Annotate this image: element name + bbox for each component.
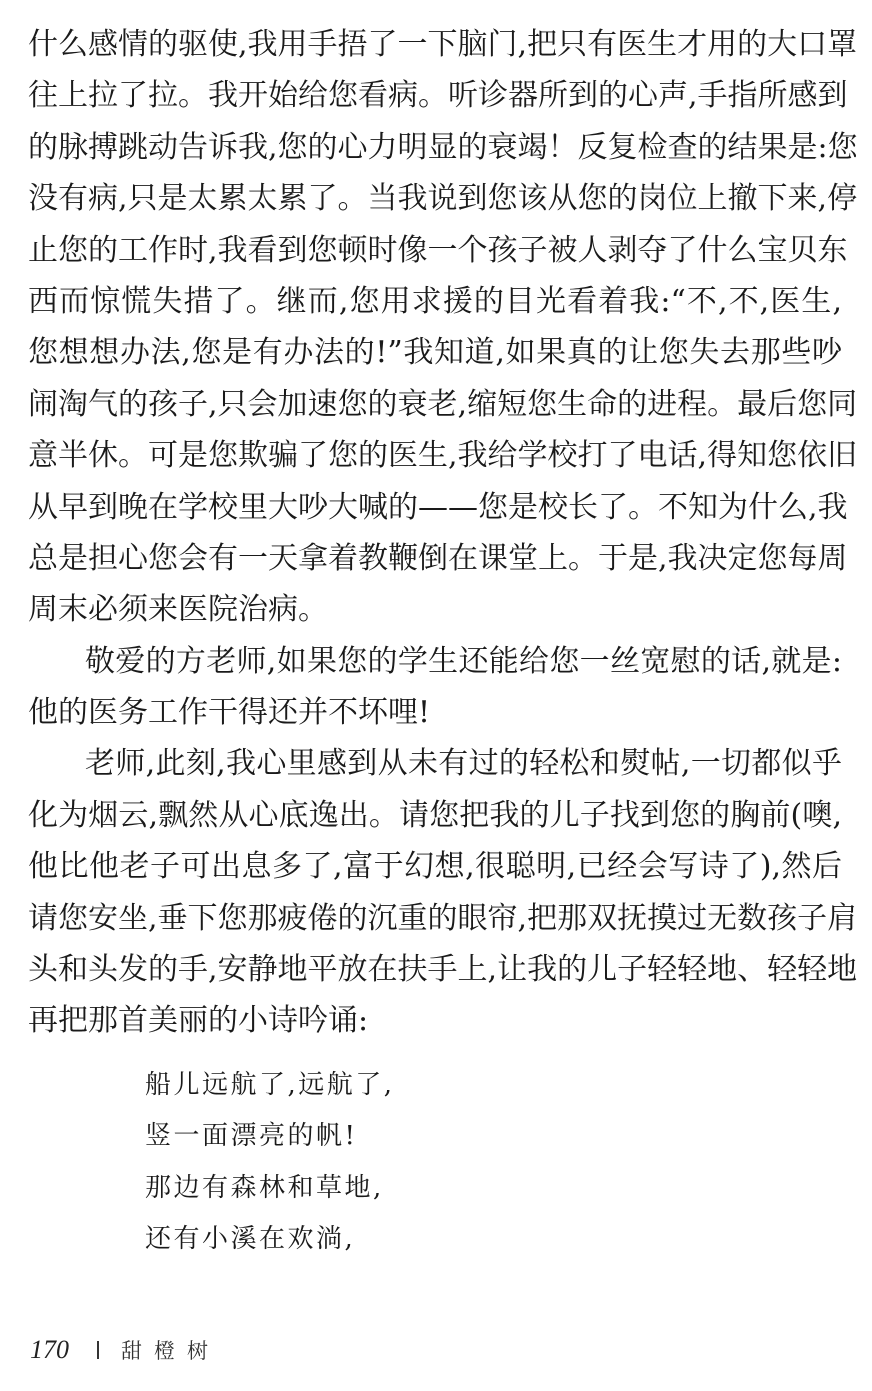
poem bbox=[145, 1060, 395, 1266]
text-line: 请您安坐,垂下您那疲倦的沉重的眼帘,把那双抚摸过无数孩子肩 bbox=[28, 900, 858, 936]
text-line: 他比他老子可出息多了,富于幻想,很聪明,已经会写诗了),然后 bbox=[28, 849, 842, 885]
poem-line: 还有小溪在欢淌, bbox=[145, 1224, 356, 1255]
text-line: 总是担心您会有一天拿着教鞭倒在课堂上。于是,我决定您每周 bbox=[28, 540, 848, 576]
footer-divider bbox=[97, 1341, 99, 1359]
page-footer bbox=[30, 1332, 220, 1368]
text-line: 意半休。可是您欺骗了您的医生,我给学校打了电话,得知您依旧 bbox=[28, 438, 858, 474]
text-line: 从早到晚在学校里大吵大喊的——您是校长了。不知为什么,我 bbox=[28, 489, 848, 525]
book-title: 甜橙树 bbox=[121, 1339, 220, 1363]
text-line: 再把那首美丽的小诗吟诵: bbox=[28, 1003, 369, 1039]
poem-line: 那边有森林和草地, bbox=[145, 1172, 384, 1203]
text-line: 化为烟云,飘然从心底逸出。请您把我的儿子找到您的胸前(噢, bbox=[28, 797, 842, 833]
text-line: 往上拉了拉。我开始给您看病。听诊器所到的心声,手指所感到 bbox=[28, 78, 848, 114]
text-line: 止您的工作时,我看到您顿时像一个孩子被人剥夺了什么宝贝东 bbox=[28, 232, 848, 268]
text-line: 的脉搏跳动告诉我,您的心力明显的衰竭！反复检查的结果是:您 bbox=[28, 129, 858, 165]
poem-line: 船儿远航了,远航了, bbox=[145, 1070, 395, 1100]
text-line: 没有病,只是太累太累了。当我说到您该从您的岗位上撤下来,停 bbox=[28, 181, 858, 217]
body-text bbox=[28, 19, 858, 1047]
text-line: 周末必须来医院治病。 bbox=[28, 592, 328, 628]
text-line: 头和头发的手,安静地平放在扶手上,让我的儿子轻轻地、轻轻地 bbox=[28, 952, 858, 988]
poem-line: 竖一面漂亮的帆! bbox=[145, 1121, 358, 1152]
text-line: 西而惊慌失措了。继而,您用求援的目光看着我:“不,不,医生, bbox=[28, 283, 842, 319]
text-line: 什么感情的驱使,我用手捂了一下脑门,把只有医生才用的大口罩 bbox=[28, 27, 858, 62]
text-line: 他的医务工作干得还并不坏哩! bbox=[28, 695, 431, 731]
paragraph-start-line: 老师,此刻,我心里感到从未有过的轻松和熨帖,一切都似乎 bbox=[85, 746, 842, 782]
page-number: 170 bbox=[30, 1335, 69, 1364]
text-line: 您想想办法,您是有办法的!”我知道,如果真的让您失去那些吵 bbox=[28, 335, 842, 371]
paragraph-start-line: 敬爱的方老师,如果您的学生还能给您一丝宽慰的话,就是: bbox=[85, 643, 842, 679]
text-line: 闹淘气的孩子,只会加速您的衰老,缩短您生命的进程。最后您同 bbox=[28, 386, 858, 422]
